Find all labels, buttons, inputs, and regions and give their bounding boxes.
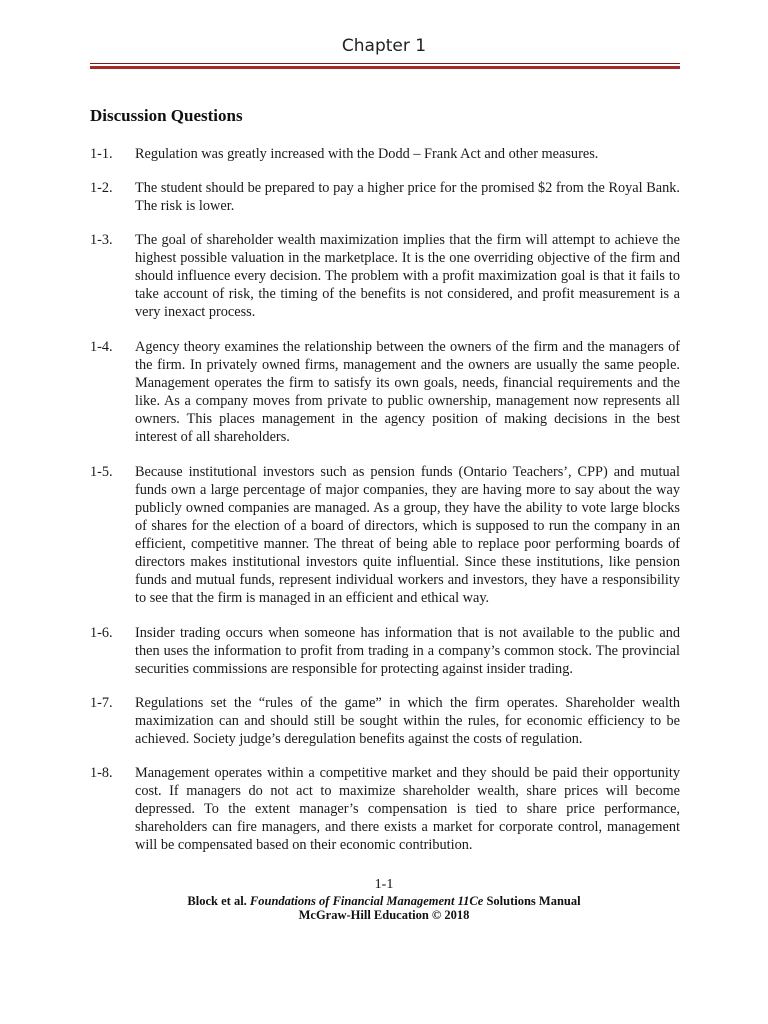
question-item bbox=[90, 764, 680, 854]
section-heading: Discussion Questions bbox=[90, 106, 243, 125]
question-number: 1-4. bbox=[90, 339, 113, 355]
question-number: 1-6. bbox=[90, 625, 113, 641]
question-answer: Agency theory examines the relationship between the owners of the firm and the managers of the firm. In privately owned firms, management and the owners are usually the same people. Management operates the firm to satisfy its own goals, needs, financial requirements and the like. As a company moves from private to public ownership, management now represents all owners. This places management in the agency position of making decisions in the best interest of all shareholders. bbox=[135, 339, 680, 445]
citation-suffix: Solutions Manual bbox=[486, 894, 581, 908]
question-answer: Regulations set the “rules of the game” in which the firm operates. Shareholder wealth maximization can and should still be sought within the rules, for economic efficiency to be achieved. Society judge’s deregulation benefits against the costs of regulation. bbox=[135, 695, 680, 747]
header-rule-thick bbox=[90, 66, 680, 69]
question-number: 1-1. bbox=[90, 146, 113, 162]
question-number: 1-7. bbox=[90, 695, 113, 711]
question-item bbox=[90, 694, 680, 748]
question-answer: The student should be prepared to pay a higher price for the promised $2 from the Royal Bank. The risk is lower. bbox=[135, 180, 680, 214]
citation-author: Block et al. bbox=[187, 894, 247, 908]
page-number: 1-1 bbox=[374, 877, 394, 892]
question-answer: The goal of shareholder wealth maximization implies that the firm will attempt to achieve the highest possible valuation in the marketplace. It is the one overriding objective of the firm and should influence every decision. The problem with a profit maximization goal is that it fails to take account of risk, the timing of the benefits is not considered, and profit measurement is a very inexact process. bbox=[135, 232, 680, 320]
question-item bbox=[90, 463, 680, 607]
question-item bbox=[90, 145, 680, 163]
question-item bbox=[90, 338, 680, 446]
citation-title: Foundations of Financial Management 11Ce bbox=[249, 894, 484, 908]
citation-line bbox=[0, 894, 768, 908]
question-list bbox=[90, 145, 680, 854]
question-answer: Because institutional investors such as pension funds (Ontario Teachers’, CPP) and mutual funds own a large percentage of major companies, they are having more to say about the way publicly owned companies are managed. As a group, they have the ability to vote large blocks of shares for the election of a board of directors, which is supposed to run the company in an efficient, competitive manner. The threat of being able to replace poor performing boards of directors makes institutional investors quite influential. Since these institutions, like pension funds and mutual funds, represent individual workers and investors, they have a responsibility to see that the firm is managed in an efficient and ethical way. bbox=[135, 464, 680, 606]
question-item bbox=[90, 179, 680, 215]
question-number: 1-8. bbox=[90, 765, 113, 781]
question-answer: Insider trading occurs when someone has information that is not available to the public and then uses the information to profit from trading in a company’s common stock. The provincial securities commissions are responsible for protecting against insider trading. bbox=[135, 625, 680, 677]
question-answer: Regulation was greatly increased with the Dodd – Frank Act and other measures. bbox=[135, 146, 599, 162]
question-item bbox=[90, 624, 680, 678]
question-item bbox=[90, 231, 680, 321]
publisher-line: McGraw-Hill Education © 2018 bbox=[298, 908, 470, 922]
question-number: 1-3. bbox=[90, 232, 113, 248]
question-answer: Management operates within a competitive market and they should be paid their opportunity cost. If managers do not act to maximize shareholder wealth, share prices will become depressed. To the extent manager’s compensation is tied to share price performance, shareholders can fire managers, and there exists a market for corporate control, management will be compensated based on their economic contribution. bbox=[135, 765, 680, 853]
page-footer bbox=[0, 876, 768, 922]
header-rule-thin bbox=[90, 63, 680, 64]
chapter-title: Chapter 1 bbox=[341, 36, 427, 56]
question-number: 1-5. bbox=[90, 464, 113, 480]
question-number: 1-2. bbox=[90, 180, 113, 196]
